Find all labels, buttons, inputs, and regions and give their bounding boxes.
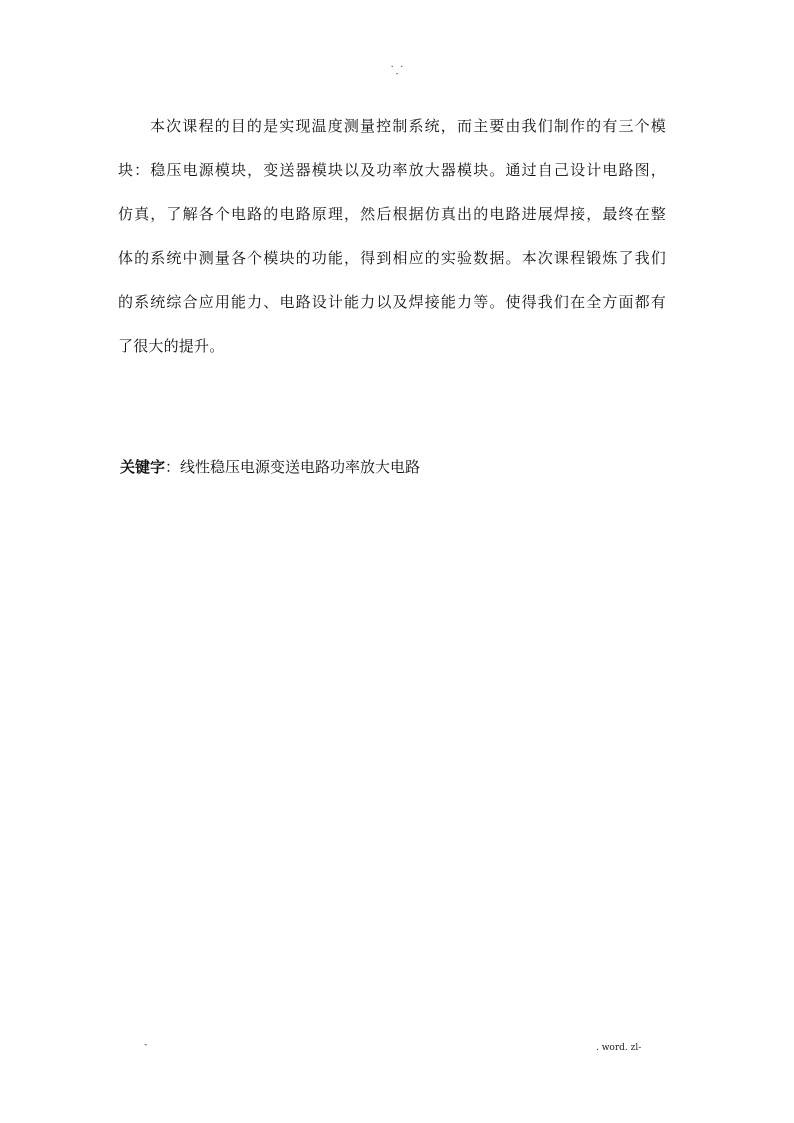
keywords-label: 关键字: [120, 458, 166, 476]
footer-right-mark: . word. zl-: [596, 1043, 642, 1053]
header-mark-dots: . .: [389, 60, 405, 69]
abstract-line: 的系统综合应用能力、电路设计能力以及焊接能力等。使得我们在全方面都有: [118, 293, 666, 311]
header-mark-dash: -: [394, 69, 400, 78]
keywords-line: [120, 456, 420, 478]
abstract-line: 块：稳压电源模块，变送器模块以及功率放大器模块。通过自己设计电路图，: [118, 161, 666, 179]
abstract-line: 仿真，了解各个电路的电路原理，然后根据仿真出的电路进展焊接，最终在整: [118, 205, 666, 223]
footer-left-mark: -: [143, 1040, 149, 1050]
keywords-separator: ：: [165, 458, 181, 476]
abstract-line: 本次课程的目的是实现温度测量控制系统，而主要由我们制作的有三个模: [150, 117, 666, 135]
abstract-paragraph: [118, 104, 666, 368]
keywords-text: 线性稳压电源变送电路功率放大电路: [180, 458, 421, 476]
abstract-line: 体的系统中测量各个模块的功能，得到相应的实验数据。本次课程锻炼了我们: [118, 249, 666, 267]
page-header-mark: [387, 60, 407, 78]
abstract-line: 了很大的提升。: [118, 337, 225, 355]
